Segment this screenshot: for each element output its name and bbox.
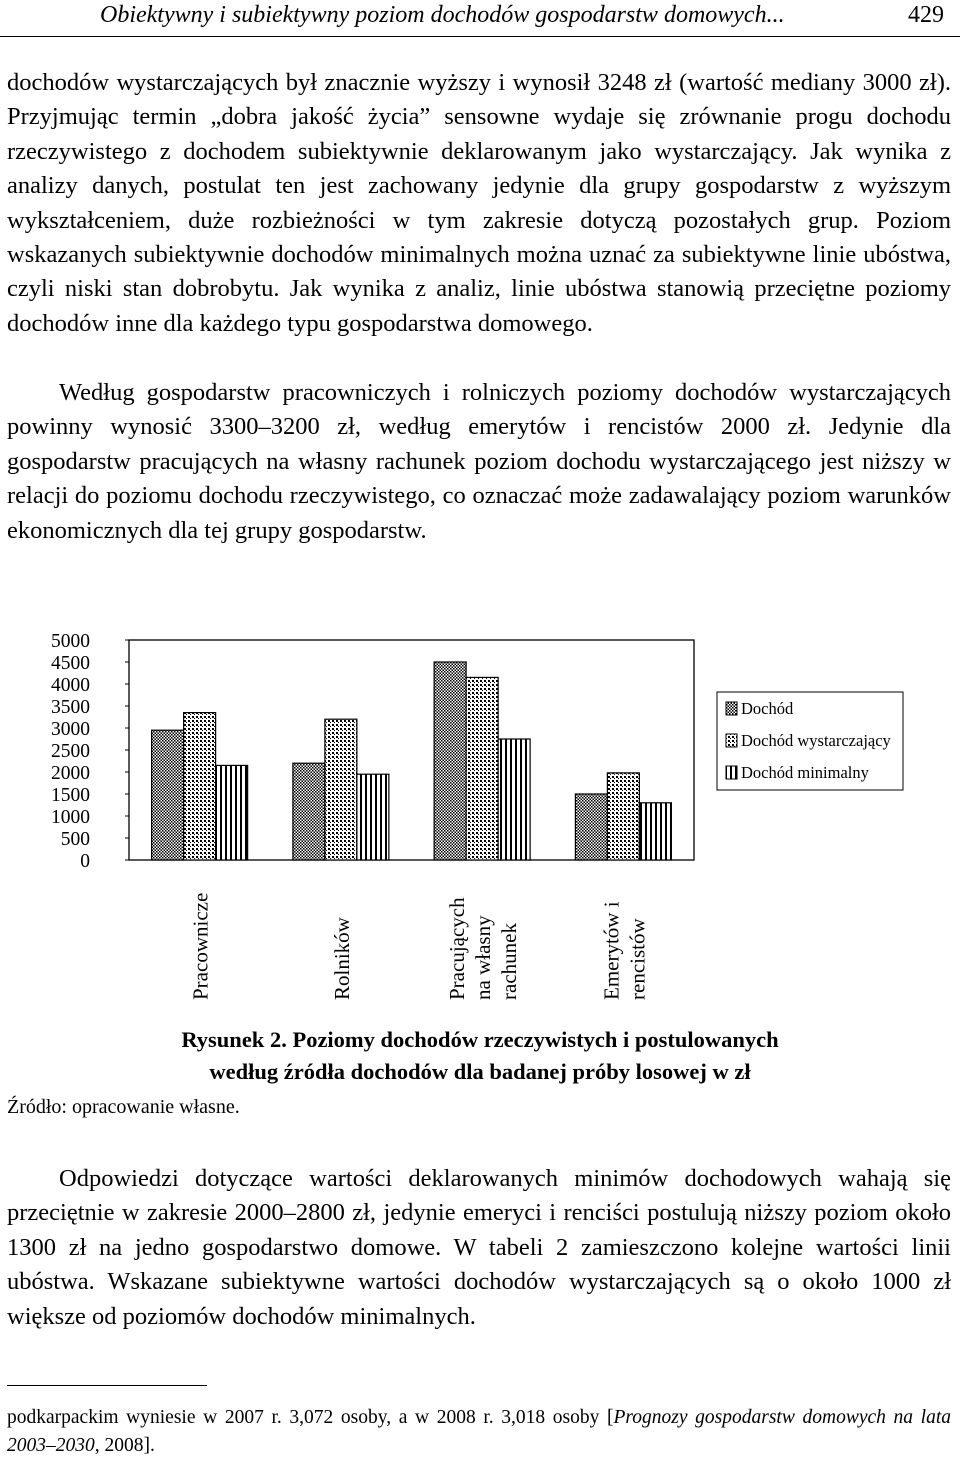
- bar-dochod-minimalny: [216, 765, 248, 860]
- legend-label: Dochód minimalny: [741, 763, 869, 782]
- y-axis: [51, 631, 129, 872]
- bar-dochod: [575, 794, 607, 860]
- y-tick-label: 3500: [51, 697, 90, 718]
- income-bar-chart: [0, 620, 960, 1015]
- legend-label: Dochód: [741, 699, 794, 718]
- bar-dochod-wystarczajacy: [325, 719, 357, 860]
- bar-dochod: [434, 662, 466, 860]
- footnote-text-end: , 2008].: [94, 1435, 155, 1456]
- legend-swatch: [726, 766, 737, 779]
- bar-dochod-wystarczajacy: [466, 677, 498, 860]
- bar-dochod-wystarczajacy: [607, 773, 639, 860]
- x-category-label: na własny: [471, 915, 496, 1000]
- caption-line-2: według źródła dochodów dla badanej próby losowej w zł: [209, 1059, 751, 1084]
- bar-dochod-wystarczajacy: [184, 713, 216, 860]
- footnote-citation-title: Prognozy gospodarstw domowych na lata 2003–2030: [7, 1407, 951, 1456]
- y-tick-label: 1000: [51, 807, 90, 828]
- x-category-label: Pracujących: [445, 897, 470, 1000]
- y-tick-label: 0: [80, 851, 90, 872]
- bar-dochod-minimalny: [357, 774, 389, 860]
- running-header: [0, 0, 960, 37]
- page-number: 429: [908, 2, 944, 28]
- running-title: Obiektywny i subiektywny poziom dochodów gospodarstw domowych...: [100, 2, 785, 28]
- y-tick-label: 5000: [51, 631, 90, 652]
- x-category-label: rencistów: [625, 918, 650, 1000]
- bar-dochod-minimalny: [498, 739, 530, 860]
- footnote-text: podkarpackim wyniesie w 2007 r. 3,072 osoby, a w 2008 r. 3,018 osoby [: [7, 1407, 614, 1428]
- caption-line-1: Rysunek 2. Poziomy dochodów rzeczywistych i postulowanych: [181, 1027, 779, 1052]
- y-tick-label: 4500: [51, 653, 90, 674]
- bar-dochod: [152, 730, 184, 860]
- y-tick-label: 3000: [51, 719, 90, 740]
- y-tick-label: 2500: [51, 741, 90, 762]
- bar-dochod-minimalny: [639, 803, 671, 860]
- footnote-separator: [7, 1385, 207, 1386]
- x-category-label: Pracownicze: [188, 892, 213, 1000]
- y-tick-label: 1500: [51, 785, 90, 806]
- footnote: [7, 1404, 951, 1460]
- legend: [717, 692, 903, 790]
- x-category-label: Rolników: [329, 917, 354, 1000]
- legend-label: Dochód wystarczający: [741, 731, 891, 750]
- body-paragraph-3: Odpowiedzi dotyczące wartości deklarowanych minimów dochodowych wahają się przeciętnie w zakresie 2000–2800 zł, jedynie emeryci i renciści postulują niższy poziom około 1300 zł na jedno gospodarstwo domowe. W tabeli 2 zamieszczono kolejne wartości linii ubóstwa. Wskazane subiektywne wartości dochodów wystarczających są o około 1000 zł większe od poziomów dochodów minimalnych.: [7, 1165, 951, 1330]
- y-tick-label: 500: [60, 829, 90, 850]
- bar-dochod: [293, 763, 325, 860]
- x-category-label: Emerytów i: [599, 901, 624, 1000]
- body-paragraph-1: dochodów wystarczających był znacznie wyższy i wynosił 3248 zł (wartość mediany 3000 zł). Przyjmując termin „dobra jakość życia” sensowne wydaje się zrównanie progu dochodu rzeczywistego z dochodem subiektywnie deklarowanym jako wystarczający. Jak wynika z analizy danych, postulat ten jest zachowany jedynie dla grupy gospodarstw z wyższym wykształceniem, duże rozbieżności w tym zakresie dotyczą pozostałych grup. Poziom wskazanych subiektywnie dochodów minimalnych można uznać za subiektywne linie ubóstwa, czyli niski stan dobrobytu. Jak wynika z analiz, linie ubóstwa stanowią przeciętne poziomy dochodów inne dla każdego typu gospodarstwa domowego.: [7, 69, 951, 337]
- legend-swatch: [726, 734, 737, 747]
- legend-swatch: [726, 702, 737, 715]
- x-axis: [189, 893, 650, 1000]
- figure-caption: [120, 1024, 840, 1088]
- x-category-label: rachunek: [497, 923, 522, 1000]
- figure-source: Źródło: opracowanie własne.: [7, 1096, 240, 1118]
- body-paragraph-2: Według gospodarstw pracowniczych i rolniczych poziomy dochodów wystarczających powinny wynosić 3300–3200 zł, według emerytów i rencistów 2000 zł. Jedynie dla gospodarstw pracujących na własny rachunek poziom dochodu wystarczającego jest niższy w relacji do poziomu dochodu rzeczywistego, co oznaczać może zadawalający poziom warunków ekonomicznych dla tej grupy gospodarstw.: [7, 379, 951, 544]
- y-tick-label: 4000: [51, 675, 90, 696]
- y-tick-label: 2000: [51, 763, 90, 784]
